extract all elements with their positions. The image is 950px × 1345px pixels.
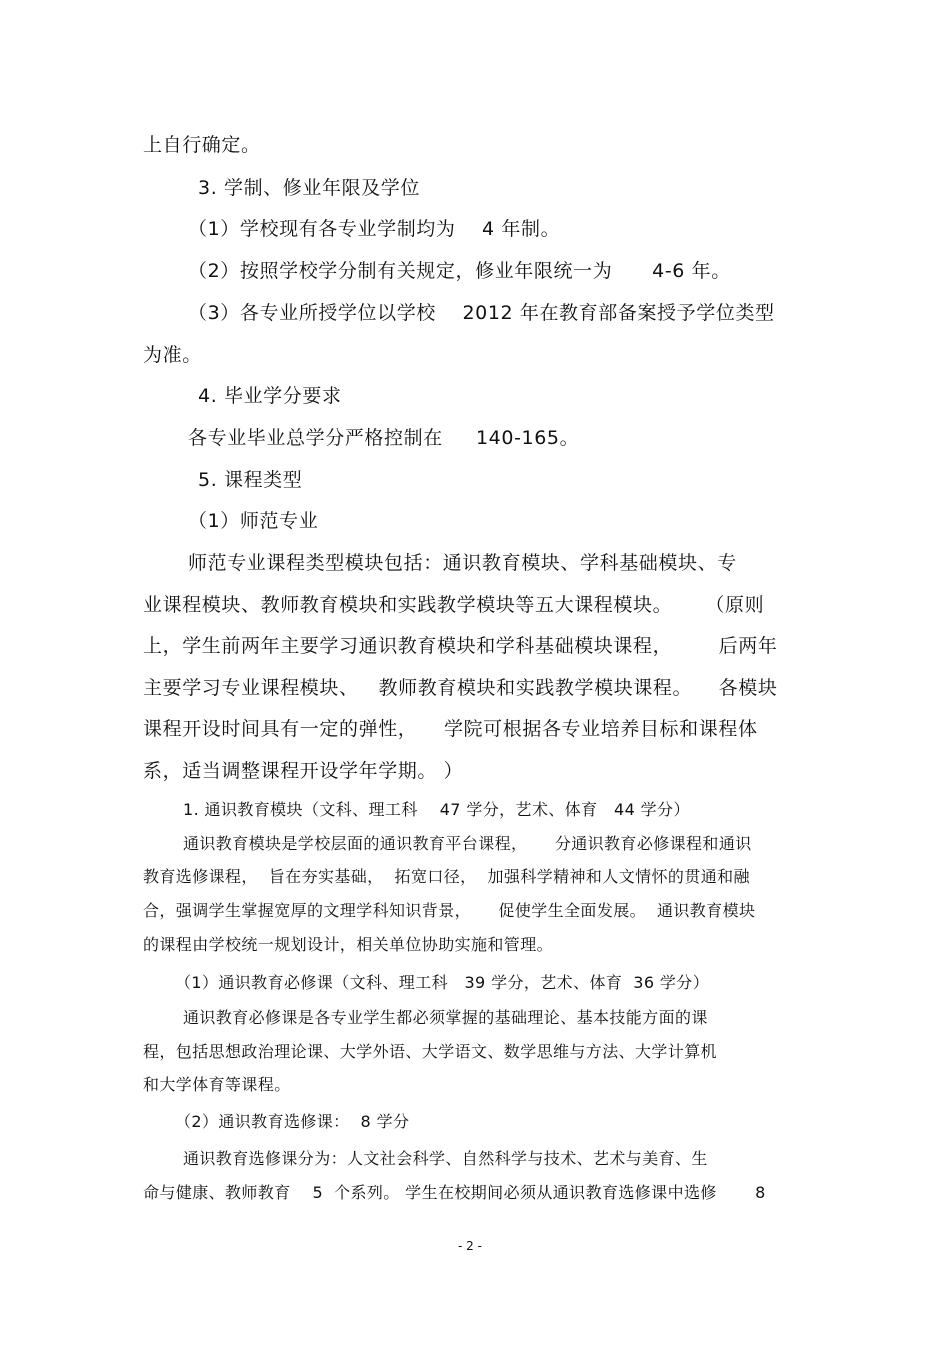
text-line: （2）按照学校学分制有关规定，修业年限统一为 4-6 年。 (188, 260, 731, 282)
text-line: 和大学体育等课程。 (143, 1075, 291, 1094)
text-line: 通识教育必修课是各专业学生都必须掌握的基础理论、基本技能方面的课 (183, 1008, 708, 1027)
text-line: 课程开设时间具有一定的弹性， 学院可根据各专业培养目标和课程体 (143, 718, 758, 740)
text-line: 命与健康、教师教育 5 个系列。 学生在校期间必须从通识教育选修课中选修 8 (143, 1183, 766, 1202)
text-line: 主要学习专业课程模块、 教师教育模块和实践教学模块课程。 各模块 (143, 677, 778, 699)
page-number: - 2 - (458, 1239, 482, 1253)
text-line: 为准。 (143, 344, 202, 366)
module-heading: 1. 通识教育模块（文科、理工科 47 学分，艺术、体育 44 学分） (183, 800, 690, 819)
subsection-heading: （2）通识教育选修课： 8 学分 (175, 1112, 410, 1131)
text-line: （3）各专业所授学位以学校 2012 年在教育部备案授予学位类型 (188, 302, 775, 324)
text-line: 的课程由学校统一规划设计，相关单位协助实施和管理。 (143, 935, 554, 954)
section-heading: 5. 课程类型 (198, 469, 303, 491)
text-line: 系，适当调整课程开设学年学期。 ） (143, 760, 464, 782)
text-line: 通识教育选修课分为：人文社会科学、自然科学与技术、艺术与美育、生 (183, 1149, 708, 1168)
subsection-heading: （1）通识教育必修课（文科、理工科 39 学分，艺术、体育 36 学分） (175, 973, 710, 992)
text-line: 教育选修课程， 旨在夯实基础， 拓宽口径， 加强科学精神和人文情怀的贯通和融 (143, 867, 750, 886)
text-line: 各专业毕业总学分严格控制在 140-165。 (188, 427, 580, 449)
text-line: 师范专业课程类型模块包括：通识教育模块、学科基础模块、专 (188, 552, 737, 574)
text-line: 通识教育模块是学校层面的通识教育平台课程， 分通识教育必修课程和通识 (183, 834, 752, 853)
text-line: 程，包括思想政治理论课、大学外语、大学语文、数学思维与方法、大学计算机 (143, 1042, 718, 1061)
text-line: 合，强调学生掌握宽厚的文理学科知识背景， 促使学生全面发展。 通识教育模块 (143, 901, 756, 920)
section-heading: 4. 毕业学分要求 (198, 385, 342, 407)
text-line: 业课程模块、教师教育模块和实践教学模块等五大课程模块。 （原则 (143, 594, 765, 616)
text-line: 上，学生前两年主要学习通识教育模块和学科基础模块课程， 后两年 (143, 635, 778, 657)
subsection-heading: （1）师范专业 (188, 510, 319, 532)
text-line: 上自行确定。 (143, 134, 261, 156)
section-heading: 3. 学制、修业年限及学位 (198, 177, 420, 199)
text-line: （1）学校现有各专业学制均为 4 年制。 (188, 218, 561, 240)
